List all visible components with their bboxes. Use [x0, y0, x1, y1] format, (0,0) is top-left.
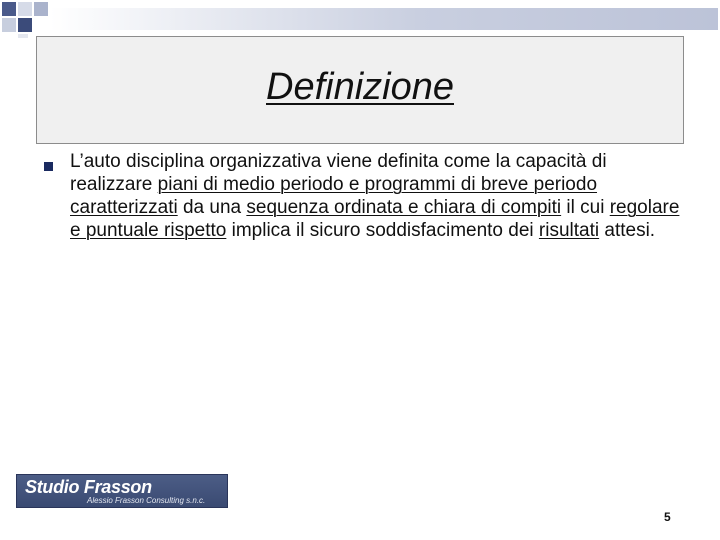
bullet-text-segment: da una [177, 197, 247, 218]
slide-title: Definizione [266, 66, 454, 108]
logo-sub-text: Alessio Frasson Consulting s.n.c. [87, 496, 206, 505]
bullet-text-underlined: regolare e puntuale rispetto [70, 197, 680, 241]
bullet-text-segment: il cui [561, 197, 610, 218]
studio-frasson-logo [16, 474, 228, 508]
bullet-text-underlined: sequenza ordinata e chiara di compiti [246, 197, 562, 218]
square-medium [34, 2, 48, 16]
bullet-text-segment: L’auto disciplina organizzativa viene definita come la capacità di realizzare [70, 151, 607, 195]
header-band [50, 8, 718, 30]
square-dark [2, 2, 16, 16]
square-light [2, 18, 16, 32]
bullet-text-segment: attesi. [599, 220, 656, 241]
bullet-text-underlined: piani di medio periodo e programmi di breve periodo caratterizzati [70, 174, 598, 218]
bullet-text-segment: implica il sicuro soddisfacimento dei [226, 220, 539, 241]
bullet-text [70, 150, 690, 242]
square-light [18, 34, 28, 38]
page-number: 5 [664, 510, 671, 524]
square-dark [18, 18, 32, 32]
square-light [18, 2, 32, 16]
bullet-text-underlined: risultati [538, 220, 600, 241]
bullet-icon [44, 162, 53, 171]
logo-main-text: Studio Frasson [25, 477, 152, 497]
